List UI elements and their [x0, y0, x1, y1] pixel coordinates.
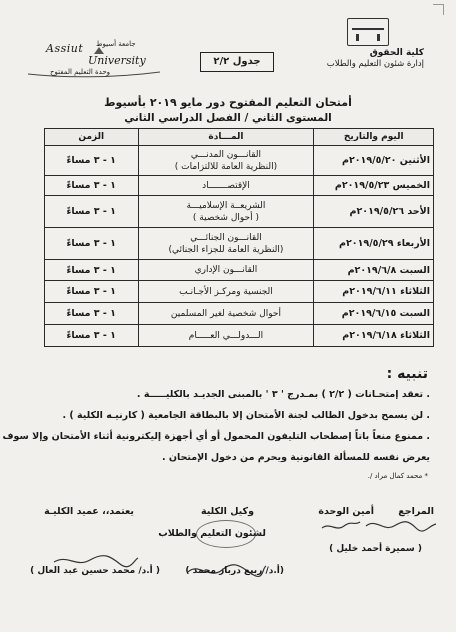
row-day: الأربعاء ٢٠١٩/٥/٢٩م — [314, 228, 434, 260]
notice-title: تنبيه : — [386, 366, 428, 382]
row-day: الثلاثاء ٢٠١٩/٦/١١م — [314, 281, 434, 303]
notice-line: . لن يسمح بدخول الطالب لجنة الأمتحان إلا بالبطاقة الجامعية ( كارنيـه الكلية ) . — [62, 410, 430, 421]
vice-dean-title: وكيل الكلية — [201, 506, 254, 517]
row-day: السبت ٢٠١٩/٦/١٥م — [314, 303, 434, 325]
row-day: الخميس ٢٠١٩/٥/٢٣م — [314, 176, 434, 196]
row-time: ١ - ٣ مساءً — [45, 196, 139, 228]
stamp-icon — [196, 520, 256, 548]
table-row — [45, 281, 434, 303]
university-name-en-1: Assiut — [46, 42, 84, 55]
table-row — [45, 176, 434, 196]
row-subject — [138, 146, 314, 176]
subject-subtitle: (النظرية العامة للالتزامات ) — [174, 161, 278, 172]
subject-title: الـــدولـــي العـــــام — [188, 330, 264, 341]
table-row — [45, 146, 434, 176]
row-subject — [138, 228, 314, 260]
unit-secretary-title: أمين الوحدة — [318, 506, 374, 517]
subject-title: أحوال شخصية لغير المسلمين — [170, 308, 281, 319]
row-day: السبت ٢٠١٩/٦/٨م — [314, 260, 434, 281]
row-time: ١ - ٣ مساءً — [45, 228, 139, 260]
dean-title: يعتمد،، عميد الكليـة — [44, 506, 134, 517]
row-time: ١ - ٣ مساءً — [45, 260, 139, 281]
row-subject — [138, 281, 314, 303]
header-time: الزمن — [45, 129, 139, 146]
university-name-en-2: University — [88, 54, 146, 67]
exam-level: المستوى الثاني / الفصل الدراسي الثاني — [124, 112, 332, 124]
row-day: الثلاثاء ٢٠١٩/٦/١٨م — [314, 325, 434, 347]
university-name-ar: جامعة أسيوط — [96, 40, 136, 48]
row-time: ١ - ٣ مساءً — [45, 176, 139, 196]
vice-dean-name: (أ.د/ ربيع درباز محمد ) — [185, 566, 284, 576]
vice-dean-title-2: لشئون التعليم والطلاب — [158, 528, 266, 539]
header-subject: المـــادة — [138, 129, 314, 146]
row-subject — [138, 325, 314, 347]
row-day: الأحد ٢٠١٩/٥/٢٦م — [314, 196, 434, 228]
subject-title: القانـــون الإداري — [194, 265, 258, 275]
subject-title: الشريعــة الإسلاميـــة — [186, 200, 266, 211]
footnote: * محمد كمال مراد /. — [367, 472, 428, 480]
faculty-name-line1: كلية الحقوق — [369, 48, 424, 58]
row-subject — [138, 196, 314, 228]
notice-body — [2, 384, 430, 468]
row-time: ١ - ٣ مساءً — [45, 281, 139, 303]
table-row — [45, 196, 434, 228]
table-row — [45, 303, 434, 325]
reviewer-signature-icon — [362, 512, 442, 536]
reviewer-title: المراجع — [398, 506, 434, 517]
subject-title: القانـــون المدنـــي — [190, 149, 262, 160]
subject-title: القانـــون الجنائـــي — [190, 232, 262, 243]
unit-signature-icon — [318, 516, 364, 536]
dean-name: ( أ.د/ محمد حسين عبد العال ) — [30, 566, 160, 576]
table-row — [45, 260, 434, 281]
subject-title: الإقتصـــــــاد — [202, 180, 250, 191]
notice-line: يعرض نفسه للمسألة القانونية ويحرم من دخول الإمتحان . — [161, 452, 430, 463]
row-subject — [138, 260, 314, 281]
university-subtitle: وحدة التعليم المفتوح — [50, 68, 111, 76]
exam-title: أمتحان التعليم المفتوح دور مايو ٢٠١٩ بأسيوط — [104, 96, 352, 109]
secretary-name: ( سميرة أحمد خليل ) — [329, 544, 422, 554]
table-header-row — [45, 129, 434, 146]
table-number-badge: جدول ٢/٢ — [200, 52, 274, 72]
row-time: ١ - ٣ مساءً — [45, 146, 139, 176]
table-row — [45, 228, 434, 260]
row-subject — [138, 303, 314, 325]
table-row — [45, 325, 434, 347]
row-time: ١ - ٣ مساءً — [45, 325, 139, 347]
subject-title: الجنسية ومركـز الأجـانـب — [179, 286, 273, 297]
faculty-name — [284, 48, 424, 70]
row-day: الأثنين ٢٠١٩/٥/٢٠م — [314, 146, 434, 176]
subject-subtitle: (النظرية العامة للجزاء الجنائي) — [168, 244, 284, 255]
row-time: ١ - ٣ مساءً — [45, 303, 139, 325]
subject-subtitle: ( أحوال شخصية ) — [192, 212, 259, 223]
corner-mark — [433, 4, 444, 15]
faculty-logo-icon — [347, 18, 389, 46]
header-day: اليوم والتاريخ — [314, 129, 434, 146]
notice-line: . تعقد إمتحـانات ( ٢/٢ ) بمـدرج ' ٣ ' بالمبنى الجديـد بالكليـــــة . — [136, 389, 430, 400]
notice-line: . ممنوع منعاً باتاً إصطحاب التليفون المحمول أو أي أجهزة إليكترونية أثناء الأمتحان وإلا سوف — [2, 431, 430, 442]
exam-schedule-table — [44, 128, 434, 347]
faculty-name-line2: إدارة شئون التعليم والطلاب — [326, 59, 424, 69]
row-subject — [138, 176, 314, 196]
